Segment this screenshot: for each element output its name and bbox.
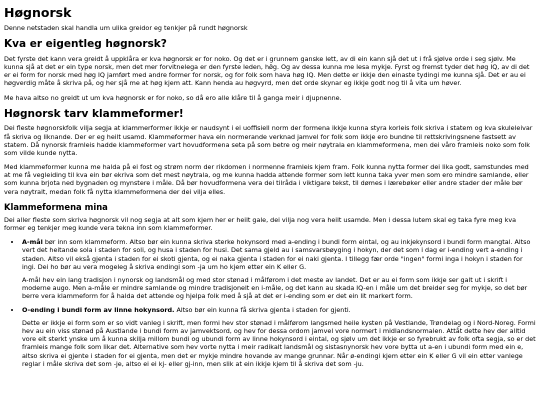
section2-paragraph-2: Med klammeformer kunna me halda på ei fost og strøm norm der rikdomen i normenne framleis kjem fram. Folk kunna nytta former dei lika godt, samstundes med at me få vegleiding til kva ein bør ekriva som det mest nøytrala, og me kunna hadda attende former som lett kunna taka yver men som ero mindre samlande, eller som kunna brjota ned bygnaden og mynstere i måle. Då bør hovudformena vera dei tilråda i viktigare tekst, til dømes i lærebøker eller andre stader der måle bør vera nøytralt, medan folk få nytta klammeformena der dei vilja elles. [4,163,529,196]
list-item-text: Altso bør ein kunna få skriva gjenta i staden for gjenti. [176,305,351,314]
section-heading-klammeformena-mina: Klammeformena mina [4,201,108,212]
page-title: Høgnorsk [4,5,72,20]
section-heading-hogorsk: Kva er eigentleg høgnorsk? [4,38,167,51]
list-item [22,238,536,300]
list-item-lead: A-mål [22,238,43,247]
list-item-text: bør inn som klammeform. Altso bør ein kunna skriva sterke hokynsord med a-ending i bundi form eintal, og au inkjekynsord i bundi form mangtal. Altso vert det heitande sola i staden for soli, og husa i staden for husi. Det sama gjeld au i samsvarsbøyging i hokyn, der det som i dag er i-ending vert a-ending i staden. Altso vil ekså gjenta i staden for ei skoti gjenta, og ei naka gjenta i staden for ei naki gjenta. I tillegg fær orde "ingen" formi inga i hokyn i staden for ingi. Dei ho bør au vera mogeleg å skriva endingi som -ja um ho kjem etter ein K eller G. [22,238,531,271]
list-item-paragraph: Dette er ikkje ei form som er so vidt vanleg i skrift, men formi hev stor stønad i målførom langsmed heile kysten på Vestlande, Trøndelag og i Nord-Noreg. Formi hev au ein viss stønad på Austlande i bundi form av jamvektsord, og hev for dessa ordom jamvel vore normert i midlandsnormalen. Attåt dette hev der alltid vore eit sterkt ynske um å kunna skilja millom bundi og ubundi form av linne hokynsord i eintal, og sjølv um det ikkje er so fyrebrukt av folk ofta segja, so er det framleis mange folk som likar det. Alternative som hev vorte nytta i meir radikalt landsmål og sistasnynorsk hev vore bytta ut a-en i ubundi form med ein e, altso skriva ei gjente i staden for ei gjenta, men det er mykje mindre hovande av mange grunnar. Når ø-endingi kjem etter ein K eller G vil ein etter vanlege reglar i måle skriva det som -je, altso ei ei kj- eller gj-inn, men slik at ein ikkje kjem til å skriva det som -ju. [22,318,536,368]
intro-text: Denne netstaden skal handla um ulika greidor eg tenkjer på rundt høgnorsk [4,24,248,32]
section1-paragraph-2: Me hava altso no greidt ut um kva høgnorsk er for noko, so då ero alle klåre til å ganga meir i djupnenne. [4,93,342,102]
list-item-lead: O-ending i bundi form av linne hokynsord. [22,305,175,314]
section3-paragraph-1: Dei aller fleste som skriva høgnorsk vil nog segja at alt som kjem her er heilt gale, dei vilja nog vera heilt usamde. Men i dessa lutem skal eg taka fyre meg kva former eg tenkjer meg kunde vera tekna inn som klammeformer. [4,215,517,233]
page [0,5,540,368]
section1-paragraph-1: Det fyrste det kann vera greidt å uppklåra er kva høgnorsk er for noko. Og det er i grunnem ganske lett, av di ein kann sjå det ut i frå sjølve orde i seg sjølv. Me kunna sjå at det er ein type norsk, men det mer forvitnelega er den fyrste leden, hø̄g. Og av dessa kunna me lesa mykje. Fyrst og fremst tyder det høg IQ, av di det er ei form for norsk med høg IQ jamført med andre former for norsk, og for folk som hava høg IQ. Men dette er ikkje den einaste tydingi me kunna sjå. Det er au ei høgverdig måte å skriva på, og her sjå me at høg kjem att. Kann henda au høgvyrd, men det orde skynar eg ikkje godt nog til å vita um høver. [4,54,530,88]
section-heading-klammeformer: Høgnorsk tarv klammeformer! [4,107,184,120]
list-item-paragraph: A-mål hev ein lang tradisjon i nynorsk og landsmål og med stor stønad i målførom i det meste av landet. Det er au ei form som ikkje ser galt ut i skrift i moderne augo. Men a-måle er mindre samlande og mindre tradisjonelt en i-måle, og det kann au skada IQ-en i måle um det breider seg for mykje, so det bør berre vera klammeform for å halda det attende og hjelpa folk med å sjå at det er i-ending som er det ein lit markert form. [22,276,528,301]
list-item-paragraph [22,306,536,314]
section2-paragraph-1: Dei fleste høgnorskfolk vilja segja at klammerformer ikkje er naudsynt i ei uoffisiell norm der formena ikkje kunna styra korleis folk skriva i statem og kva skuleleivar få skriva og liknande. Der er eg heilt usamd. Klammeformer hava ein normerande verknad jamvel for folk som ikkje ero bundne til rettskrivingsnene fastsett av statem. Då nynorsk framleis hadde klammeformer vart hovudformena seta på som betre og meir nøytrala en klammeformena, men dei våro framleis noko som folk som vilde kunde nytta. [4,124,533,157]
klammeform-list [4,238,536,368]
list-item-paragraph [22,238,536,271]
list-item [22,306,536,368]
